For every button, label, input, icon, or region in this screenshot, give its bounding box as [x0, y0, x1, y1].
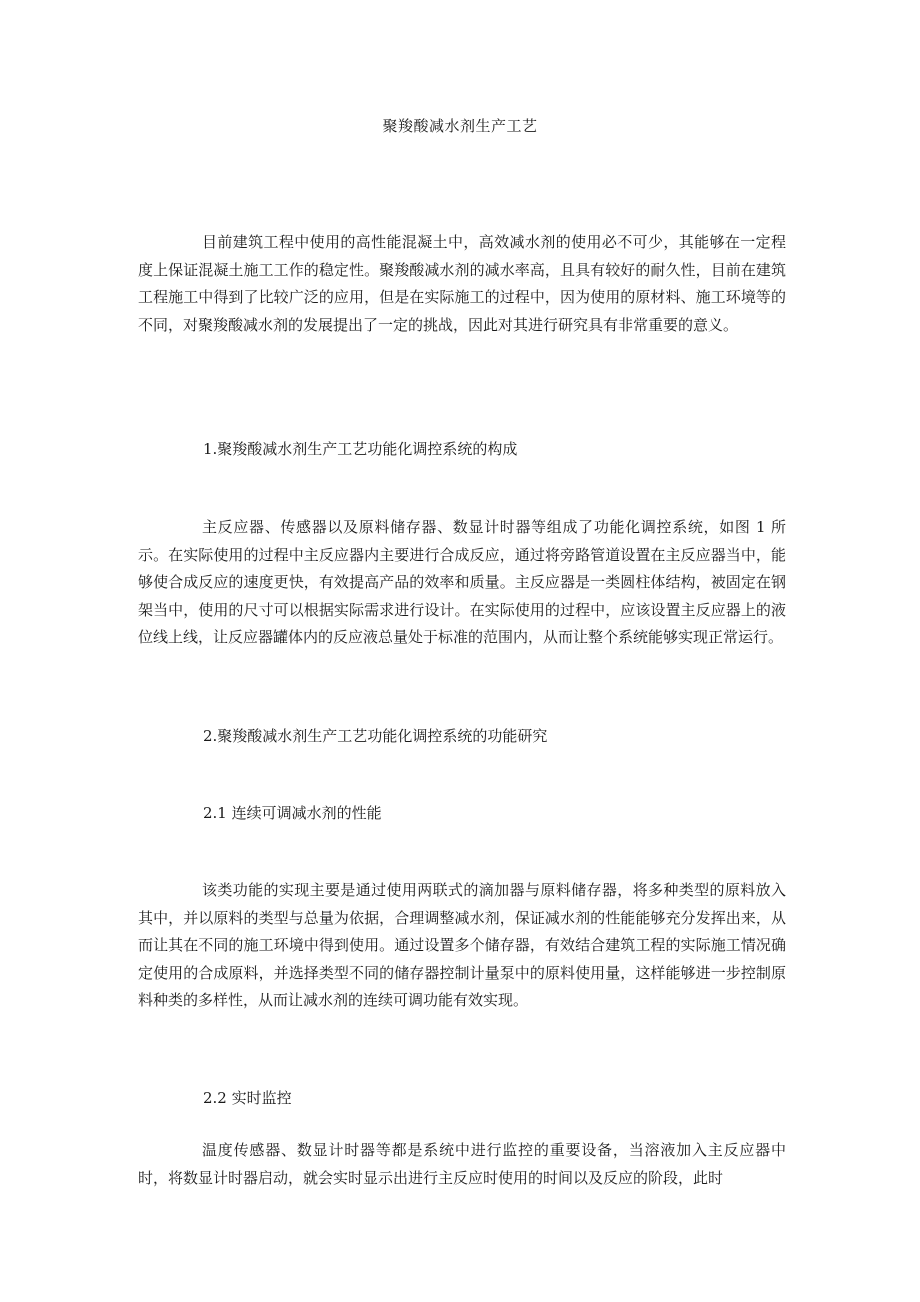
document-title: 聚羧酸减水剂生产工艺 — [382, 117, 538, 135]
section-2-1-paragraph: 该类功能的实现主要是通过使用两联式的滴加器与原料储存器，将多种类型的原料放入其中，并以原料的类型与总量为依据，合理调整减水剂，保证减水剂的性能能够充分发挥出来，从而让其在不同的施工环境中得到使用。通过设置多个储存器，有效结合建筑工程的实际施工情况确定使用的合成原料，并选择类型不同的储存器控制计量泵中的原料使用量，这样能够进一步控制原料种类的多样性，从而让减水剂的连续可调功能有效实现。 — [138, 881, 786, 1009]
section-2-2-paragraph: 温度传感器、数显计时器等都是系统中进行监控的重要设备，当溶液加入主反应器中时，将数显计时器启动，就会实时显示出进行主反应时使用的时间以及反应的阶段，此时 — [138, 1141, 786, 1187]
section-2-2-heading: 2.2 实时监控 — [203, 1089, 292, 1107]
section-1-heading: 1.聚羧酸减水剂生产工艺功能化调控系统的构成 — [203, 440, 518, 458]
section-2-1-heading: 2.1 连续可调减水剂的性能 — [203, 804, 382, 822]
section-2-heading: 2.聚羧酸减水剂生产工艺功能化调控系统的功能研究 — [203, 727, 548, 745]
section-1-paragraph: 主反应器、传感器以及原料储存器、数显计时器等组成了功能化调控系统，如图 1 所示。在实际使用的过程中主反应器内主要进行合成反应，通过将旁路管道设置在主反应器当中，能够使合成反应的速度更快，有效提高产品的效率和质量。主反应器是一类圆柱体结构，被固定在钢架当中，使用的尺寸可以根据实际需求进行设计。在实际使用的过程中，应该设置主反应器上的液位线上线，让反应器罐体内的反应液总量处于标准的范围内，从而让整个系统能够实现正常运行。 — [138, 518, 786, 646]
intro-paragraph: 目前建筑工程中使用的高性能混凝土中，高效减水剂的使用必不可少，其能够在一定程度上保证混凝土施工工作的稳定性。聚羧酸减水剂的减水率高，且具有较好的耐久性，目前在建筑工程施工中得到了比较广泛的应用，但是在实际施工的过程中，因为使用的原材料、施工环境等的不同，对聚羧酸减水剂的发展提出了一定的挑战，因此对其进行研究具有非常重要的意义。 — [138, 233, 786, 334]
